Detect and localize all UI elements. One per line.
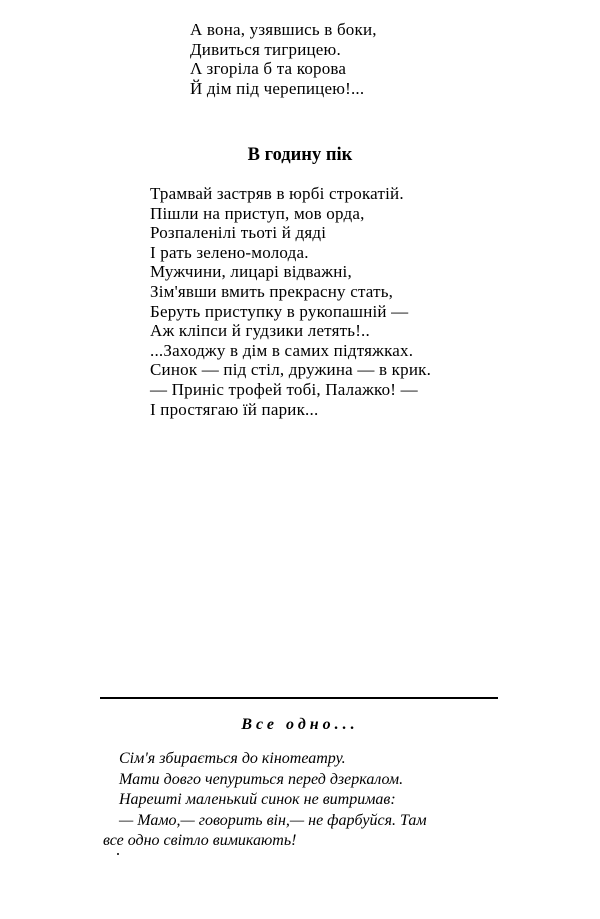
poem-line: Пішли на приступ, мов орда,: [150, 203, 365, 223]
prose-line: Нарешті маленький синок не витримав:: [119, 791, 396, 808]
prose-line: Сім'я збирається до кінотеатру.: [119, 750, 346, 767]
poem-line: Аж кліпси й гудзики летять!..: [150, 321, 370, 341]
print-speck: [117, 853, 119, 855]
prose-line: все одно світло вимикають!: [103, 832, 297, 849]
prose-line: — Мамо,— говорить він,— не фарбуйся. Там: [119, 811, 427, 829]
poem-title: В годину пік: [247, 145, 353, 165]
section-divider: [100, 697, 498, 699]
stanza-line: А вона, узявшись в боки,: [190, 20, 377, 39]
poem-line: Мужчини, лицарі відважні,: [150, 262, 352, 282]
stanza-line: Λ згоріла б та корова: [190, 59, 347, 79]
stanza-line: Дивиться тигрицею.: [190, 39, 341, 59]
poem-line: — Приніс трофей тобі, Палажко! —: [150, 379, 418, 399]
poem-line: Трамвай застряв в юрбі строкатій.: [150, 184, 404, 203]
stanza-line: Й дім під черепицею!...: [190, 78, 365, 98]
poem-line: І рать зелено-молода.: [150, 242, 309, 262]
poem-line: Синок — під стіл, дружина — в крик.: [150, 360, 432, 380]
poem-line: ...Заходжу в дім в самих підтяжках.: [150, 340, 414, 360]
poem-body: [150, 184, 431, 419]
poem-line: Зім'явши вмить прекрасну стать,: [150, 281, 394, 301]
poem-line: Розпаленілі тьоті й дяді: [150, 223, 327, 243]
prose-line: Мати довго чепуриться перед дзеркалом.: [119, 770, 404, 788]
poem-line: Беруть приступку в рукопашній —: [150, 301, 409, 321]
prose-title: Все одно...: [241, 716, 359, 733]
prose-body: [103, 749, 503, 852]
poem-line: І простягаю їй парик...: [150, 399, 319, 419]
top-stanza: [190, 20, 377, 98]
